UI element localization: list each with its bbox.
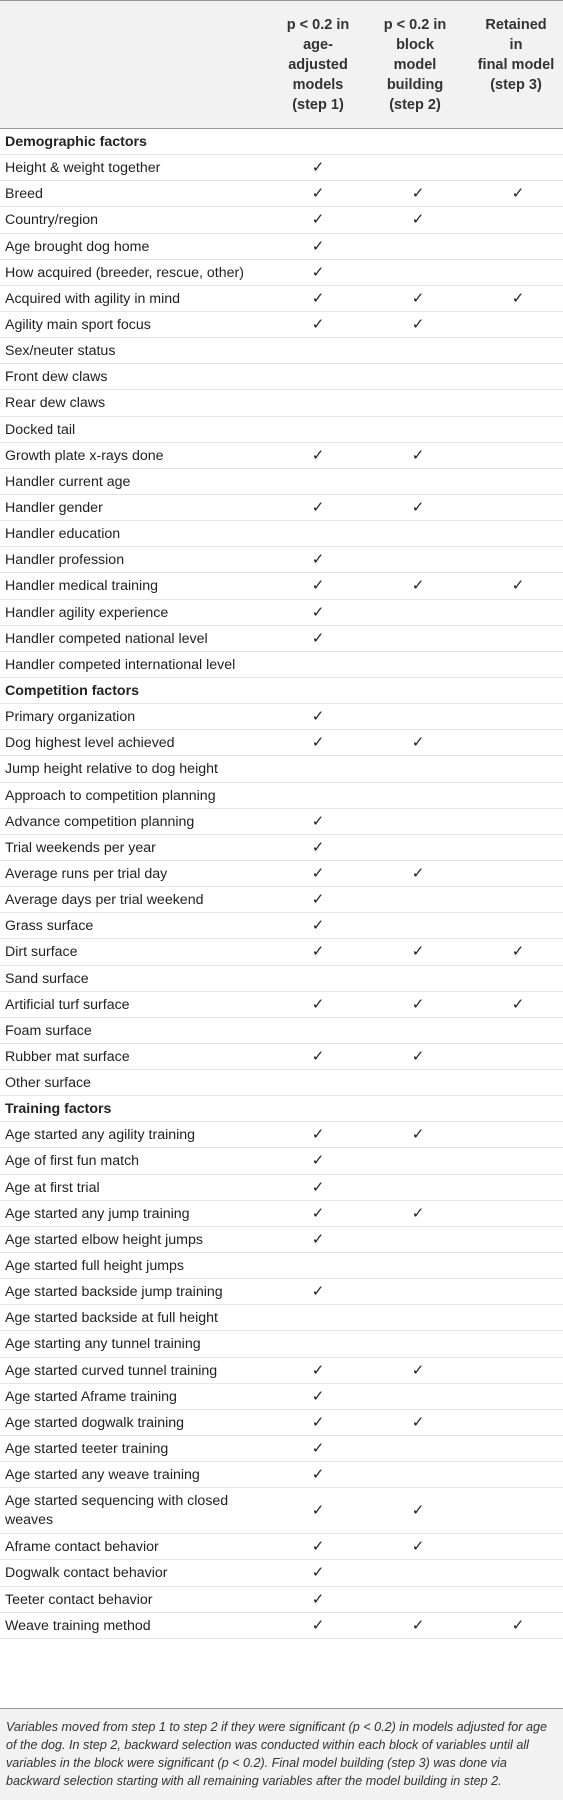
table-row [0, 181, 563, 207]
variable-label: Sex/neuter status [5, 343, 116, 360]
check-mark-icon: ✓ [411, 1502, 425, 1520]
table-row [0, 234, 563, 260]
variable-label: Primary organization [5, 709, 136, 726]
variable-label: Foam surface [5, 1022, 92, 1039]
variable-label: Grass surface [5, 918, 94, 935]
variable-label: Handler education [5, 526, 121, 543]
check-mark-icon: ✓ [311, 1152, 325, 1170]
table-row [0, 260, 563, 286]
check-mark-icon: ✓ [411, 577, 425, 595]
check-mark-icon: ✓ [311, 943, 325, 961]
table-row [0, 521, 563, 547]
header-step2 [367, 15, 463, 115]
variable-label: Age started backside at full height [5, 1310, 218, 1327]
table-row [0, 1201, 563, 1227]
table-row [0, 1331, 563, 1357]
header-step1-line: p < 0.2 in [286, 17, 350, 33]
check-mark-icon: ✓ [311, 446, 325, 464]
table-row [0, 1279, 563, 1305]
variable-label: Rubber mat surface [5, 1048, 130, 1065]
section-header-row [0, 678, 563, 704]
check-mark-icon: ✓ [411, 1413, 425, 1431]
check-mark-icon: ✓ [311, 211, 325, 229]
table-row [0, 704, 563, 730]
variable-label: Dirt surface [5, 944, 78, 961]
check-mark-icon: ✓ [511, 943, 525, 961]
variable-label: Aframe contact behavior [5, 1539, 159, 1556]
check-mark-icon: ✓ [311, 1047, 325, 1065]
variable-label: Dog highest level achieved [5, 735, 175, 752]
check-mark-icon: ✓ [411, 864, 425, 882]
variable-label: Age starting any tunnel training [5, 1336, 201, 1353]
variable-label: Age started Aframe training [5, 1388, 177, 1405]
check-mark-icon: ✓ [311, 1616, 325, 1634]
check-mark-icon: ✓ [511, 289, 525, 307]
variable-label: Height & weight together [5, 160, 161, 177]
check-mark-icon: ✓ [311, 289, 325, 307]
variable-label: Breed [5, 186, 43, 203]
check-mark-icon: ✓ [411, 1616, 425, 1634]
section-title: Competition factors [5, 682, 139, 699]
table-row [0, 417, 563, 443]
variable-label: Front dew claws [5, 369, 108, 386]
variable-label: Country/region [5, 212, 99, 229]
table-row [0, 652, 563, 678]
table-row [0, 1148, 563, 1174]
table-row [0, 469, 563, 495]
table-row [0, 1534, 563, 1560]
check-mark-icon: ✓ [311, 995, 325, 1013]
section-header-row [0, 129, 563, 155]
check-mark-icon: ✓ [411, 943, 425, 961]
table-row [0, 1305, 563, 1331]
header-step1-line: models [292, 77, 344, 93]
table-row [0, 1227, 563, 1253]
variable-label: Age started backside jump training [5, 1284, 223, 1301]
table-row [0, 1436, 563, 1462]
header-step3-line: (step 3) [490, 77, 542, 93]
header-step2-line: block [396, 37, 434, 53]
check-mark-icon: ✓ [311, 237, 325, 255]
header-step1 [270, 15, 366, 115]
check-mark-icon: ✓ [311, 917, 325, 935]
variable-label: Age brought dog home [5, 238, 150, 255]
variable-label: Age started curved tunnel training [5, 1362, 218, 1379]
check-mark-icon: ✓ [311, 1538, 325, 1556]
check-mark-icon: ✓ [311, 1387, 325, 1405]
variable-label: Dogwalk contact behavior [5, 1565, 168, 1582]
table-row [0, 573, 563, 599]
table-row [0, 939, 563, 965]
check-mark-icon: ✓ [411, 1538, 425, 1556]
check-mark-icon: ✓ [311, 577, 325, 595]
variable-label: How acquired (breeder, rescue, other) [5, 264, 244, 281]
header-step2-line: building [386, 77, 444, 93]
header-step3 [468, 15, 563, 95]
check-mark-icon: ✓ [311, 263, 325, 281]
check-mark-icon: ✓ [311, 838, 325, 856]
header-step1-line: (step 1) [292, 97, 344, 113]
variable-label: Age at first trial [5, 1179, 100, 1196]
check-mark-icon: ✓ [311, 1361, 325, 1379]
variable-label: Docked tail [5, 421, 76, 438]
check-mark-icon: ✓ [311, 734, 325, 752]
check-mark-icon: ✓ [311, 1440, 325, 1458]
header-step1-line: age- [303, 37, 333, 53]
check-mark-icon: ✓ [511, 577, 525, 595]
check-mark-icon: ✓ [411, 1047, 425, 1065]
check-mark-icon: ✓ [311, 315, 325, 333]
check-mark-icon: ✓ [311, 708, 325, 726]
check-mark-icon: ✓ [311, 185, 325, 203]
check-mark-icon: ✓ [311, 891, 325, 909]
table-row [0, 1384, 563, 1410]
check-mark-icon: ✓ [311, 498, 325, 516]
table-row [0, 1462, 563, 1488]
check-mark-icon: ✓ [411, 446, 425, 464]
check-mark-icon: ✓ [411, 498, 425, 516]
check-mark-icon: ✓ [311, 1466, 325, 1484]
header-step2-line: (step 2) [389, 97, 441, 113]
variable-label: Age started teeter training [5, 1441, 169, 1458]
table-row [0, 1253, 563, 1279]
check-mark-icon: ✓ [411, 1204, 425, 1222]
check-mark-icon: ✓ [411, 1126, 425, 1144]
table-row [0, 913, 563, 939]
check-mark-icon: ✓ [311, 1230, 325, 1248]
variable-label: Approach to competition planning [5, 787, 216, 804]
check-mark-icon: ✓ [311, 1126, 325, 1144]
table-row [0, 364, 563, 390]
table-row [0, 1410, 563, 1436]
check-mark-icon: ✓ [311, 1413, 325, 1431]
check-mark-icon: ✓ [311, 1204, 325, 1222]
table-row [0, 966, 563, 992]
check-mark-icon: ✓ [311, 1564, 325, 1582]
variable-label: Handler current age [5, 473, 131, 490]
variable-label: Age started dogwalk training [5, 1414, 185, 1431]
table-body [0, 129, 563, 1639]
variable-label: Handler agility experience [5, 604, 169, 621]
table-row [0, 1018, 563, 1044]
table-row [0, 338, 563, 364]
section-title: Training factors [5, 1101, 112, 1118]
table-row [0, 992, 563, 1018]
variable-label: Teeter contact behavior [5, 1591, 153, 1608]
check-mark-icon: ✓ [311, 551, 325, 569]
check-mark-icon: ✓ [411, 995, 425, 1013]
table-row [0, 756, 563, 782]
header-step2-line: model [393, 57, 437, 73]
table-row [0, 835, 563, 861]
table-row [0, 861, 563, 887]
table-row [0, 1175, 563, 1201]
variable-label: Average days per trial weekend [5, 892, 204, 909]
header-step3-line: in [509, 37, 523, 53]
table-row [0, 809, 563, 835]
table-row [0, 1070, 563, 1096]
check-mark-icon: ✓ [511, 185, 525, 203]
variable-label: Jump height relative to dog height [5, 761, 218, 778]
check-mark-icon: ✓ [311, 1502, 325, 1520]
section-title: Demographic factors [5, 134, 147, 150]
table-row [0, 1488, 563, 1534]
variable-label: Age started any agility training [5, 1127, 196, 1144]
variable-label: Rear dew claws [5, 395, 106, 412]
variable-label: Sand surface [5, 970, 89, 987]
header-step1-line: adjusted [288, 57, 348, 73]
variable-label: Weave training method [5, 1617, 151, 1634]
variable-label: Age started any weave training [5, 1467, 200, 1484]
table-header [0, 0, 563, 129]
variable-label: Trial weekends per year [5, 839, 156, 856]
check-mark-icon: ✓ [311, 603, 325, 621]
header-step3-line: Retained [485, 17, 547, 33]
header-step3-line: final model [477, 57, 555, 73]
header-step2-line: p < 0.2 in [383, 17, 447, 33]
table-row [0, 1613, 563, 1639]
check-mark-icon: ✓ [311, 1590, 325, 1608]
table-row [0, 887, 563, 913]
variable-label: Handler competed international level [5, 656, 236, 673]
variable-label: Handler profession [5, 552, 125, 569]
table-footnote: Variables moved from step 1 to step 2 if they were significant (p < 0.2) in models adjusted for age of the dog. In step 2, backward selection was conducted within each block of variables until all variables in the block were significant (p < 0.2). Final model building (step 3) was done via backward selection starting with all remaining variables after the model building in step 2. [0, 1708, 563, 1800]
table-row [0, 286, 563, 312]
check-mark-icon: ✓ [511, 995, 525, 1013]
variable-label: Advance competition planning [5, 813, 195, 830]
variable-label: Average runs per trial day [5, 865, 168, 882]
variable-label: Age started full height jumps [5, 1258, 185, 1275]
check-mark-icon: ✓ [311, 1178, 325, 1196]
variable-label: Handler gender [5, 499, 103, 516]
variable-label: Agility main sport focus [5, 316, 151, 333]
variable-label: Other surface [5, 1075, 91, 1092]
check-mark-icon: ✓ [311, 159, 325, 177]
variable-label: Handler medical training [5, 578, 158, 595]
table-row [0, 1358, 563, 1384]
table-row [0, 443, 563, 469]
table-row [0, 600, 563, 626]
table-row [0, 547, 563, 573]
check-mark-icon: ✓ [311, 1283, 325, 1301]
table-row [0, 1044, 563, 1070]
variable-label: Acquired with agility in mind [5, 290, 181, 307]
check-mark-icon: ✓ [411, 1361, 425, 1379]
check-mark-icon: ✓ [411, 734, 425, 752]
table-row [0, 1122, 563, 1148]
variable-label: Growth plate x-rays done [5, 447, 164, 464]
table-row [0, 1587, 563, 1613]
check-mark-icon: ✓ [311, 629, 325, 647]
table-row [0, 1560, 563, 1586]
variable-label: Age started sequencing with closed weaves [5, 1493, 229, 1529]
table-row [0, 390, 563, 416]
variable-label: Age started elbow height jumps [5, 1231, 203, 1248]
variable-label: Handler competed national level [5, 630, 208, 647]
check-mark-icon: ✓ [411, 289, 425, 307]
table-row [0, 155, 563, 181]
check-mark-icon: ✓ [511, 1616, 525, 1634]
check-mark-icon: ✓ [411, 211, 425, 229]
check-mark-icon: ✓ [311, 812, 325, 830]
check-mark-icon: ✓ [311, 864, 325, 882]
variable-label: Artificial turf surface [5, 996, 130, 1013]
section-header-row [0, 1096, 563, 1122]
table-row [0, 626, 563, 652]
table-row [0, 495, 563, 521]
table-row [0, 783, 563, 809]
variable-label: Age started any jump training [5, 1205, 190, 1222]
variable-label: Age of first fun match [5, 1153, 140, 1170]
table-row [0, 207, 563, 233]
table-row [0, 730, 563, 756]
check-mark-icon: ✓ [411, 185, 425, 203]
check-mark-icon: ✓ [411, 315, 425, 333]
table-row [0, 312, 563, 338]
